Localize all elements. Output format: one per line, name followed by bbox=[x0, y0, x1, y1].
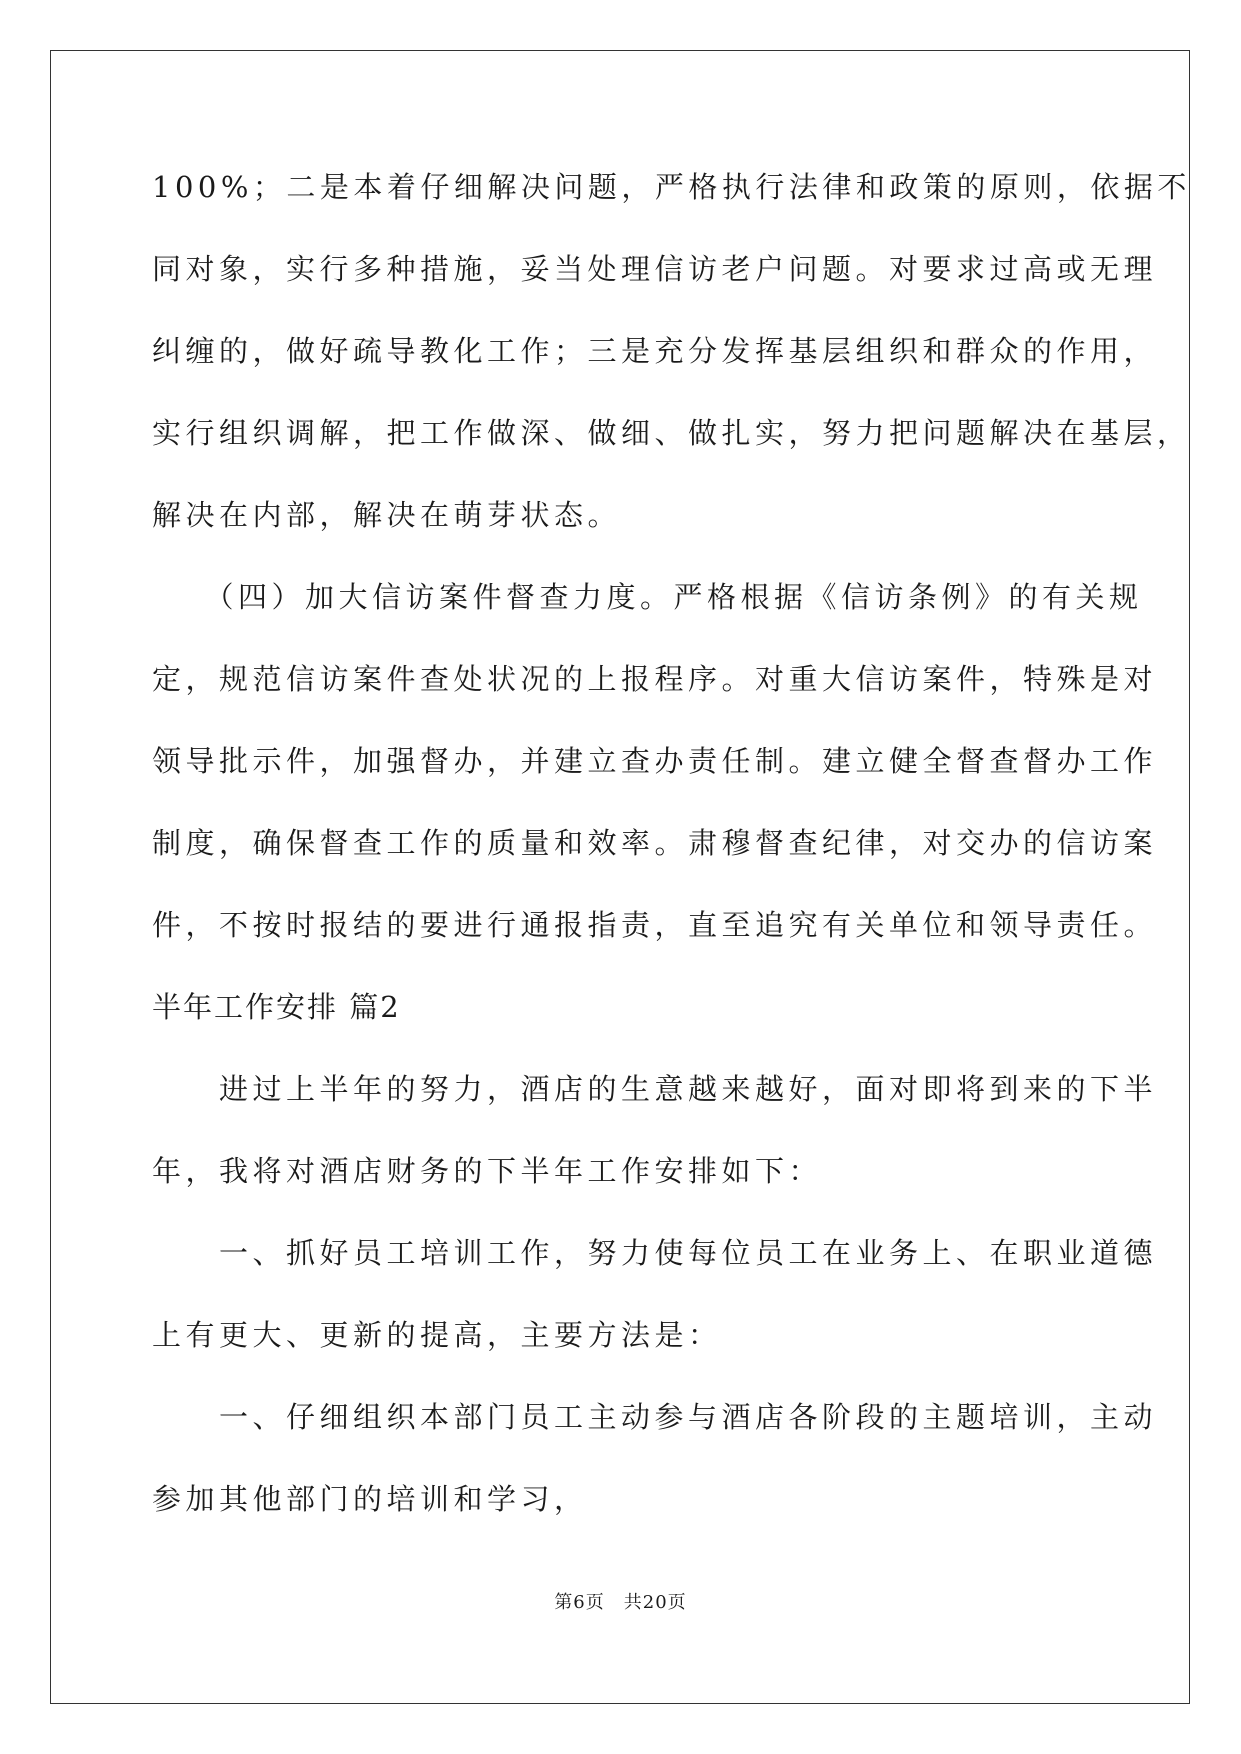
text-line: （四）加大信访案件督查力度。严格根据《信访条例》的有关规 bbox=[152, 580, 1143, 614]
text-line: 参加其他部门的培训和学习， bbox=[152, 1482, 588, 1516]
text-line: 件，不按时报结的要进行通报指责，直至追究有关单位和领导责任。 bbox=[152, 908, 1158, 942]
text-line: 实行组织调解，把工作做深、做细、做扎实，努力把问题解决在基层， bbox=[152, 416, 1191, 450]
text-line: 上有更大、更新的提高，主要方法是： bbox=[152, 1318, 722, 1352]
page-number: 第6页 共20页 bbox=[554, 1592, 687, 1613]
text-line: 制度，确保督查工作的质量和效率。肃穆督查纪律，对交办的信访案 bbox=[152, 826, 1158, 860]
text-line: 进过上半年的努力，酒店的生意越来越好，面对即将到来的下半 bbox=[152, 1072, 1158, 1106]
text-line: 一、仔细组织本部门员工主动参与酒店各阶段的主题培训，主动 bbox=[152, 1400, 1158, 1434]
section-heading: 半年工作安排 篇2 bbox=[152, 990, 401, 1024]
document-body bbox=[152, 157, 1191, 1551]
text-line: 纠缠的，做好疏导教化工作；三是充分发挥基层组织和群众的作用， bbox=[152, 334, 1158, 368]
text-line: 一、抓好员工培训工作，努力使每位员工在业务上、在职业道德 bbox=[152, 1236, 1158, 1270]
text-line: 定，规范信访案件查处状况的上报程序。对重大信访案件，特殊是对 bbox=[152, 662, 1158, 696]
text-line: 100%；二是本着仔细解决问题，严格执行法律和政策的原则，依据不 bbox=[152, 170, 1191, 204]
text-line: 年，我将对酒店财务的下半年工作安排如下： bbox=[152, 1154, 823, 1188]
text-line: 解决在内部，解决在萌芽状态。 bbox=[152, 498, 622, 532]
text-line: 同对象，实行多种措施，妥当处理信访老户问题。对要求过高或无理 bbox=[152, 252, 1158, 286]
text-line: 领导批示件，加强督办，并建立查办责任制。建立健全督查督办工作 bbox=[152, 744, 1158, 778]
